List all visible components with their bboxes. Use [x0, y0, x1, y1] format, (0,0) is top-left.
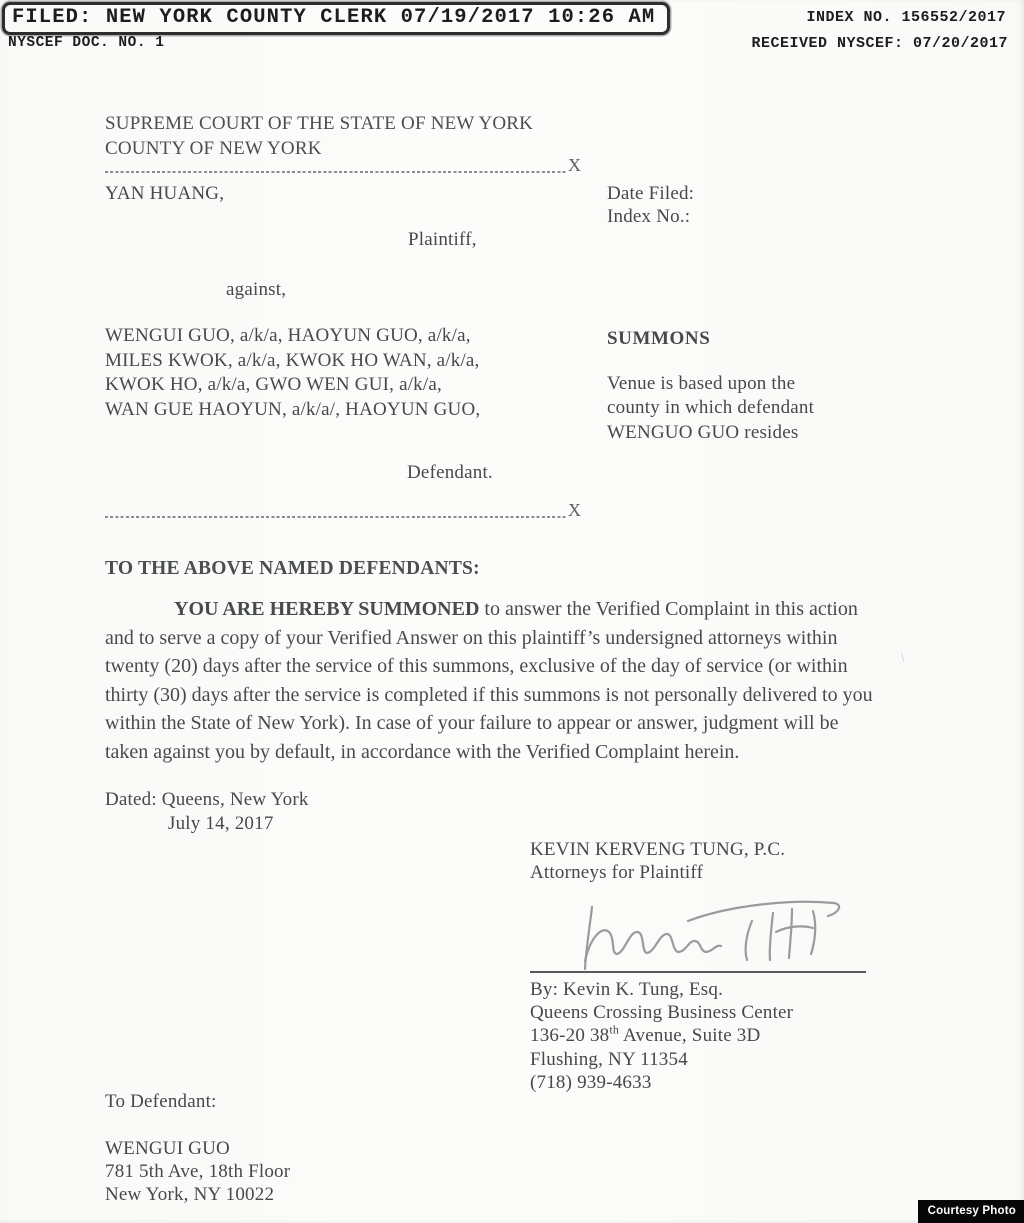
divider-x-label: X	[568, 500, 581, 520]
venue-line: WENGUO GUO resides	[607, 421, 799, 443]
attorney-address-line	[530, 1024, 793, 1047]
street-number: 136-20 38	[530, 1025, 610, 1047]
divider-x-label: X	[568, 155, 581, 175]
paragraph-line: thirty (30) days after the service is completed if this summons is not personally delivered to you	[105, 683, 873, 706]
defendant-name-line: KWOK HO, a/k/a, GWO WEN GUI, a/k/a,	[105, 374, 442, 395]
defendant-address-line: 781 5th Ave, 18th Floor	[105, 1161, 291, 1183]
plaintiff-role: Plaintiff,	[408, 229, 477, 250]
signature-scribble-icon	[530, 893, 866, 971]
defendant-name-line: WENGUI GUO, a/k/a, HAOYUN GUO, a/k/a,	[105, 325, 471, 346]
date-filed-label: Date Filed:	[607, 183, 695, 204]
filed-stamp: FILED: NEW YORK COUNTY CLERK 07/19/2017 10:26 AM	[2, 2, 670, 35]
attorney-phone: (718) 939-4633	[530, 1071, 652, 1093]
defendant-address-line: New York, NY 10022	[105, 1184, 275, 1206]
paragraph-line: twenty (20) days after the service of this summons, exclusive of the day of service (or within	[105, 655, 848, 678]
index-number: INDEX NO. 156552/2017	[806, 9, 1006, 26]
to-defendants-heading: TO THE ABOVE NAMED DEFENDANTS:	[105, 558, 480, 579]
received-date: RECEIVED NYSCEF: 07/20/2017	[751, 35, 1008, 52]
law-firm-name: KEVIN KERVENG TUNG, P.C.	[530, 839, 786, 860]
caption-divider-bottom	[105, 500, 581, 520]
defendant-address-block	[105, 1137, 290, 1207]
attorney-role: Attorneys for Plaintiff	[530, 862, 704, 883]
summons-title: SUMMONS	[607, 328, 711, 349]
defendant-name-line: MILES KWOK, a/k/a, KWOK HO WAN, a/k/a,	[105, 349, 480, 371]
courtesy-photo-badge: Courtesy Photo	[918, 1200, 1024, 1223]
street-rest: Avenue, Suite 3D	[619, 1025, 761, 1047]
attorney-signature	[530, 893, 866, 973]
scan-artifact: \	[900, 649, 906, 665]
venue-line: county in which defendant	[607, 397, 815, 419]
dated-date: July 14, 2017	[168, 813, 274, 834]
attorney-by-line: By: Kevin K. Tung, Esq.	[530, 979, 724, 1000]
attorney-address-line: Flushing, NY 11354	[530, 1048, 688, 1070]
summoned-bold-text: YOU ARE HEREBY SUMMONED	[174, 598, 480, 620]
defendant-names	[105, 324, 480, 422]
index-no-label: Index No.:	[607, 206, 691, 227]
to-defendant-label: To Defendant:	[105, 1091, 217, 1112]
dated-line: Dated: Queens, New York	[105, 789, 309, 810]
paragraph-line: taken against you by default, in accordance with the Verified Complaint herein.	[105, 740, 740, 763]
defendant-name-line: WAN GUE HAOYUN, a/k/a/, HAOYUN GUO,	[105, 398, 481, 420]
court-name-line1: SUPREME COURT OF THE STATE OF NEW YORK	[105, 113, 534, 134]
defendant-role: Defendant.	[407, 462, 493, 483]
caption-divider-top	[105, 155, 581, 175]
attorney-address-line: Queens Crossing Business Center	[530, 1002, 794, 1024]
venue-statement	[607, 372, 814, 445]
paragraph-line	[105, 595, 909, 624]
defendant-name: WENGUI GUO	[105, 1138, 230, 1159]
summoned-rest-text: to answer the Verified Complaint in this action	[479, 598, 858, 620]
paragraph-line: and to serve a copy of your Verified Answer on this plaintiff’s undersigned attorneys within	[105, 626, 838, 649]
plaintiff-name: YAN HUANG,	[105, 183, 225, 204]
against-label: against,	[226, 279, 287, 300]
divider-dashes	[105, 159, 567, 173]
attorney-address-block	[530, 978, 793, 1094]
paragraph-line: within the State of New York). In case of your failure to appear or answer, judgment will be	[105, 712, 839, 735]
court-name-line2: COUNTY OF NEW YORK	[105, 138, 322, 159]
venue-line: Venue is based upon the	[607, 373, 796, 394]
divider-dashes	[105, 504, 567, 518]
nyscef-doc-number: NYSCEF DOC. NO. 1	[8, 35, 165, 51]
ordinal-suffix: th	[609, 1023, 620, 1038]
summons-paragraph	[105, 595, 909, 767]
